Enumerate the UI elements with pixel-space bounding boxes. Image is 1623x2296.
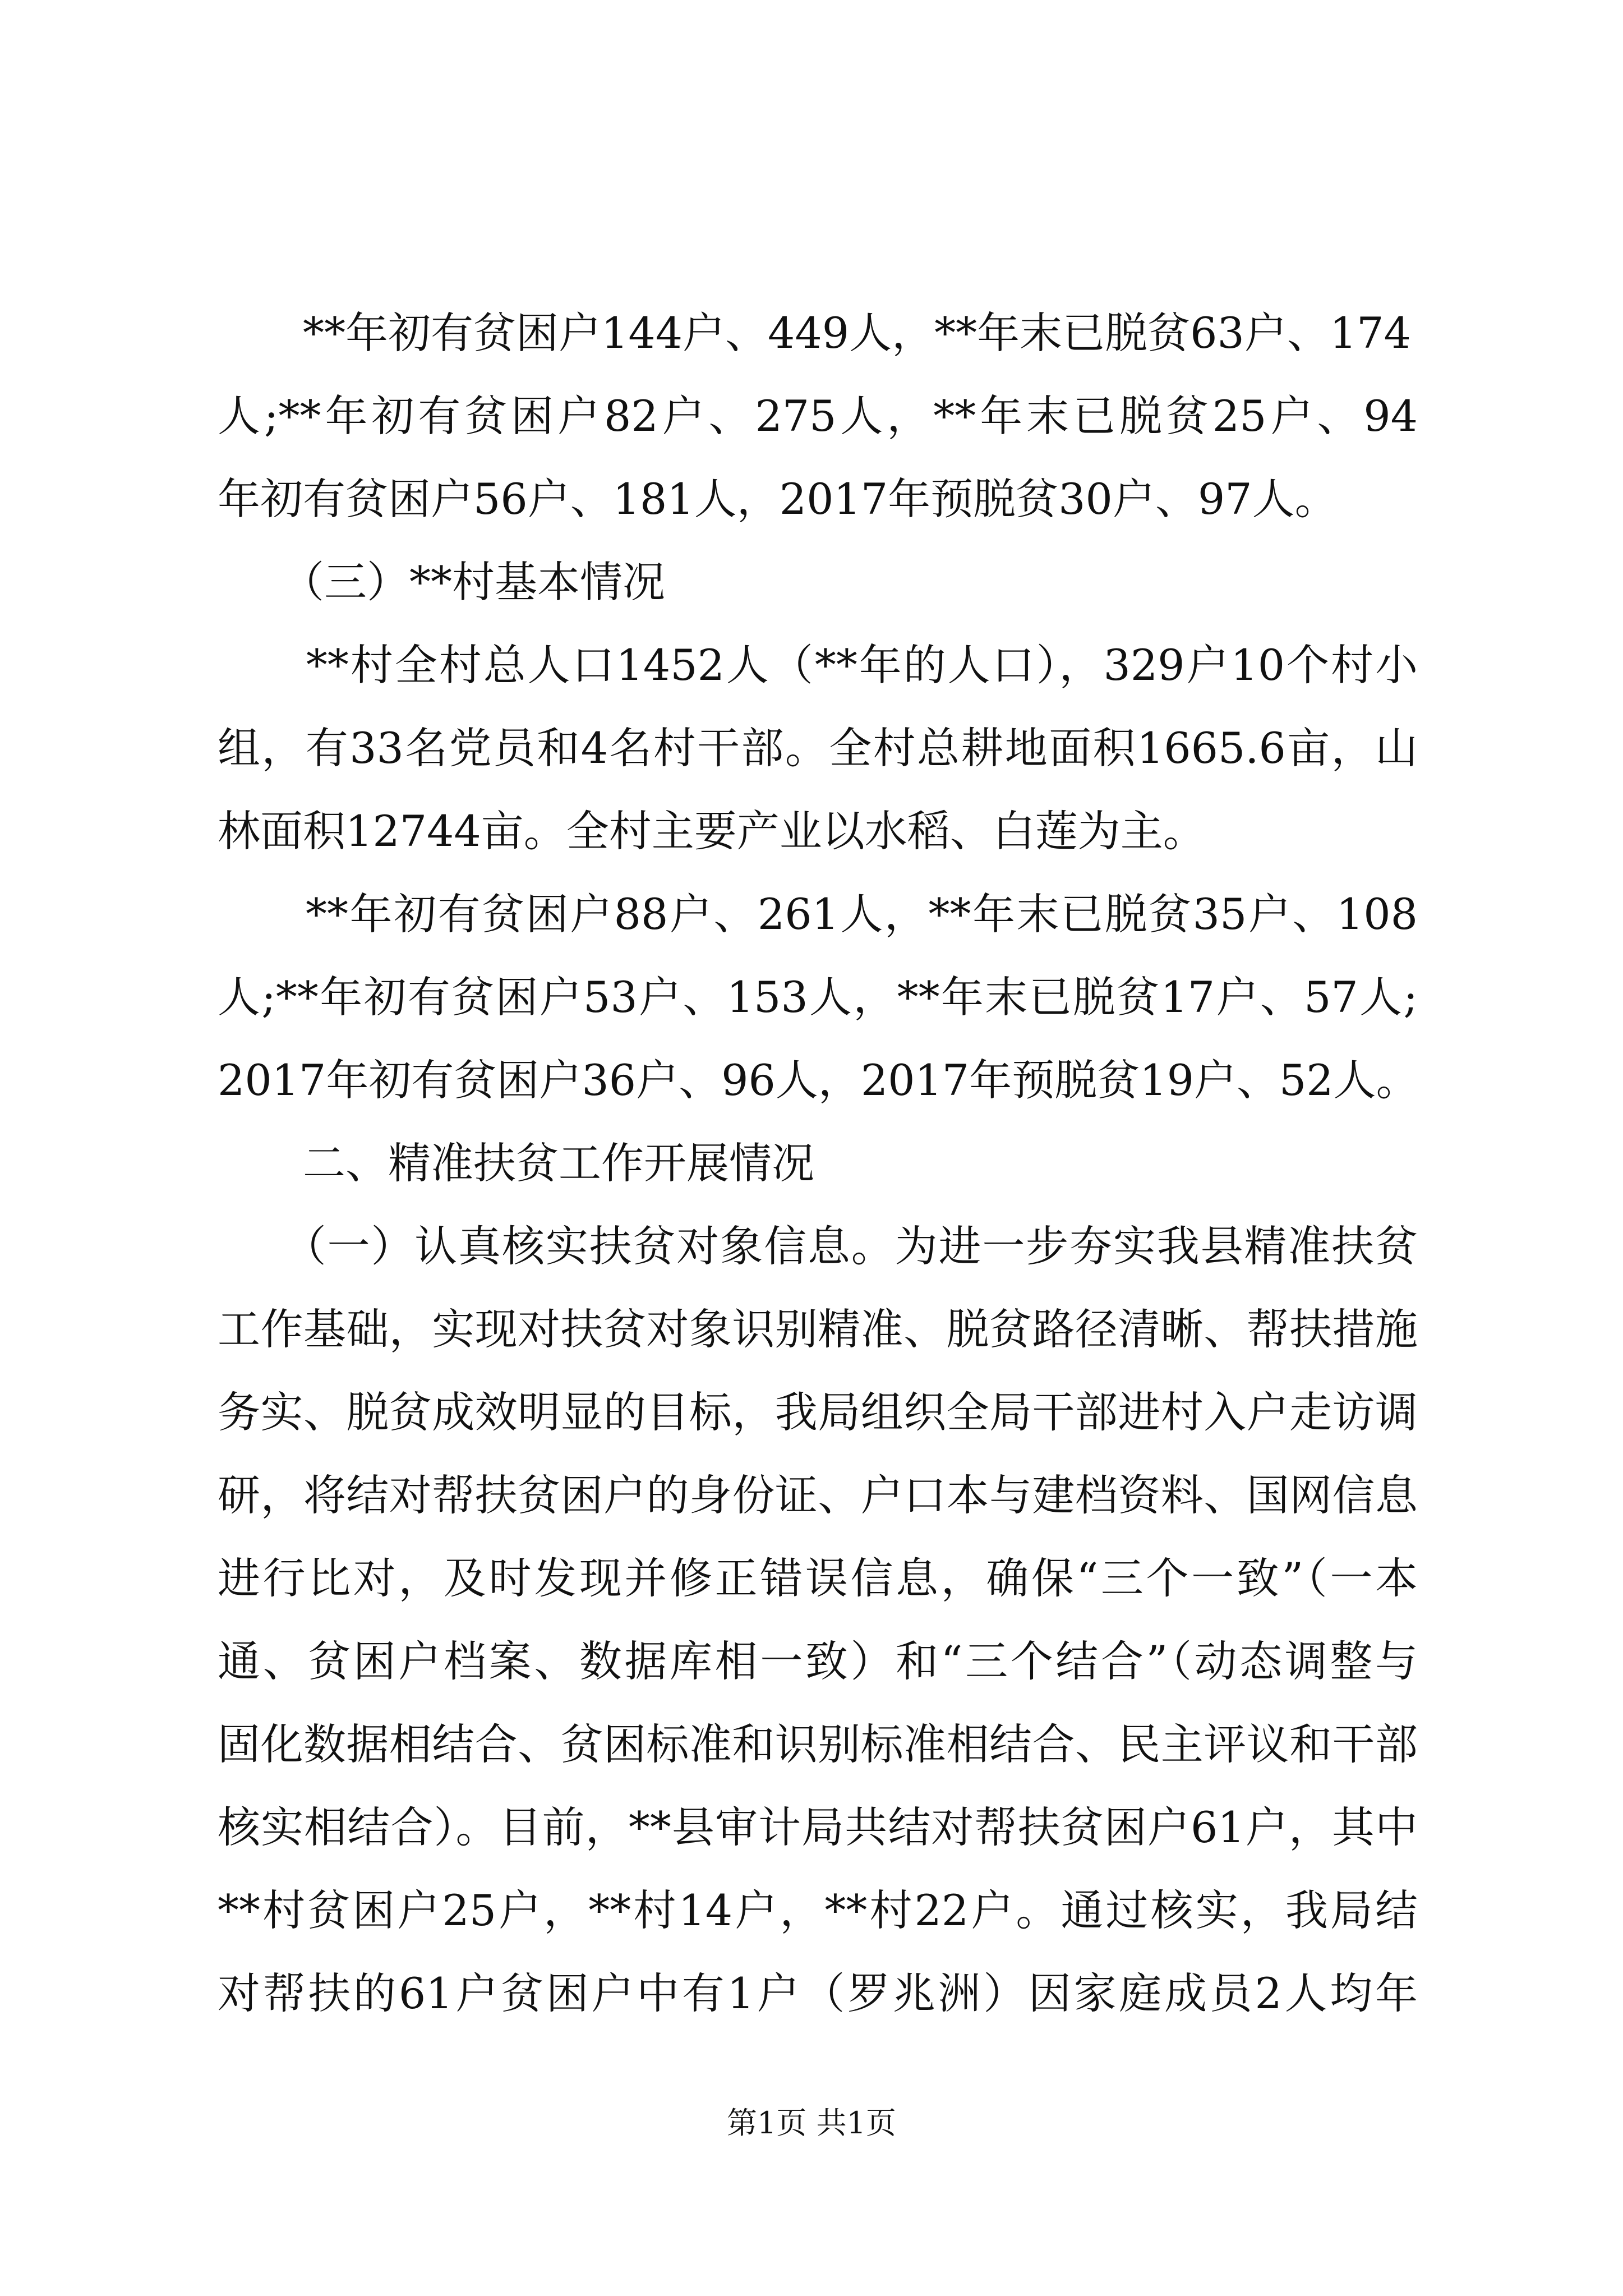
page-number-footer: 第1页 共1页 xyxy=(727,2105,896,2141)
text-line: 固化数据相结合、贫困标准和识别标准相结合、民主评议和干部 xyxy=(218,1719,1418,1769)
text-line: 人;**年初有贫困户53户、153人，**年末已脱贫17户、57人; xyxy=(218,972,1418,1022)
text-line: （一）认真核实扶贫对象信息。为进一步夯实我县精准扶贫 xyxy=(218,1221,1418,1271)
text-line: 进行比对，及时发现并修正错误信息，确保“三个一致”（一本 xyxy=(218,1553,1418,1603)
text-line: **年初有贫困户144户、449人，**年末已脱贫63户、174 xyxy=(218,308,1411,358)
section-heading: （三）**村基本情况 xyxy=(218,557,665,607)
text-line: 研，将结对帮扶贫困户的身份证、户口本与建档资料、国网信息 xyxy=(218,1470,1418,1520)
text-line: **村全村总人口1452人（**年的人口），329户10个村小 xyxy=(218,640,1418,690)
text-line: 2017年初有贫困户36户、96人，2017年预脱贫19户、52人。 xyxy=(218,1055,1419,1105)
text-line: 工作基础，实现对扶贫对象识别精准、脱贫路径清晰、帮扶措施 xyxy=(218,1304,1418,1354)
text-line: 年初有贫困户56户、181人，2017年预脱贫30户、97人。 xyxy=(218,474,1338,524)
text-line: 人;**年初有贫困户82户、275人，**年末已脱贫25户、94 xyxy=(218,391,1418,441)
text-line: 林面积12744亩。全村主要产业以水稻、白莲为主。 xyxy=(218,806,1206,856)
document-body xyxy=(218,292,1418,2035)
section-heading: 二、精准扶贫工作开展情况 xyxy=(218,1138,814,1188)
text-line: 组，有33名党员和4名村干部。全村总耕地面积1665.6亩，山 xyxy=(218,723,1418,773)
text-line: 务实、脱贫成效明显的目标，我局组织全局干部进村入户走访调 xyxy=(218,1387,1418,1437)
text-line: **村贫困户25户，**村14户，**村22户。通过核实，我局结 xyxy=(218,1885,1418,1935)
text-line: 通、贫困户档案、数据库相一致）和“三个结合”（动态调整与 xyxy=(218,1636,1418,1686)
text-line: 对帮扶的61户贫困户中有1户（罗兆洲）因家庭成员2人均年 xyxy=(218,1968,1418,2018)
text-line: 核实相结合）。目前，**县审计局共结对帮扶贫困户61户，其中 xyxy=(218,1802,1418,1852)
text-line: **年初有贫困户88户、261人，**年末已脱贫35户、108 xyxy=(218,889,1418,939)
